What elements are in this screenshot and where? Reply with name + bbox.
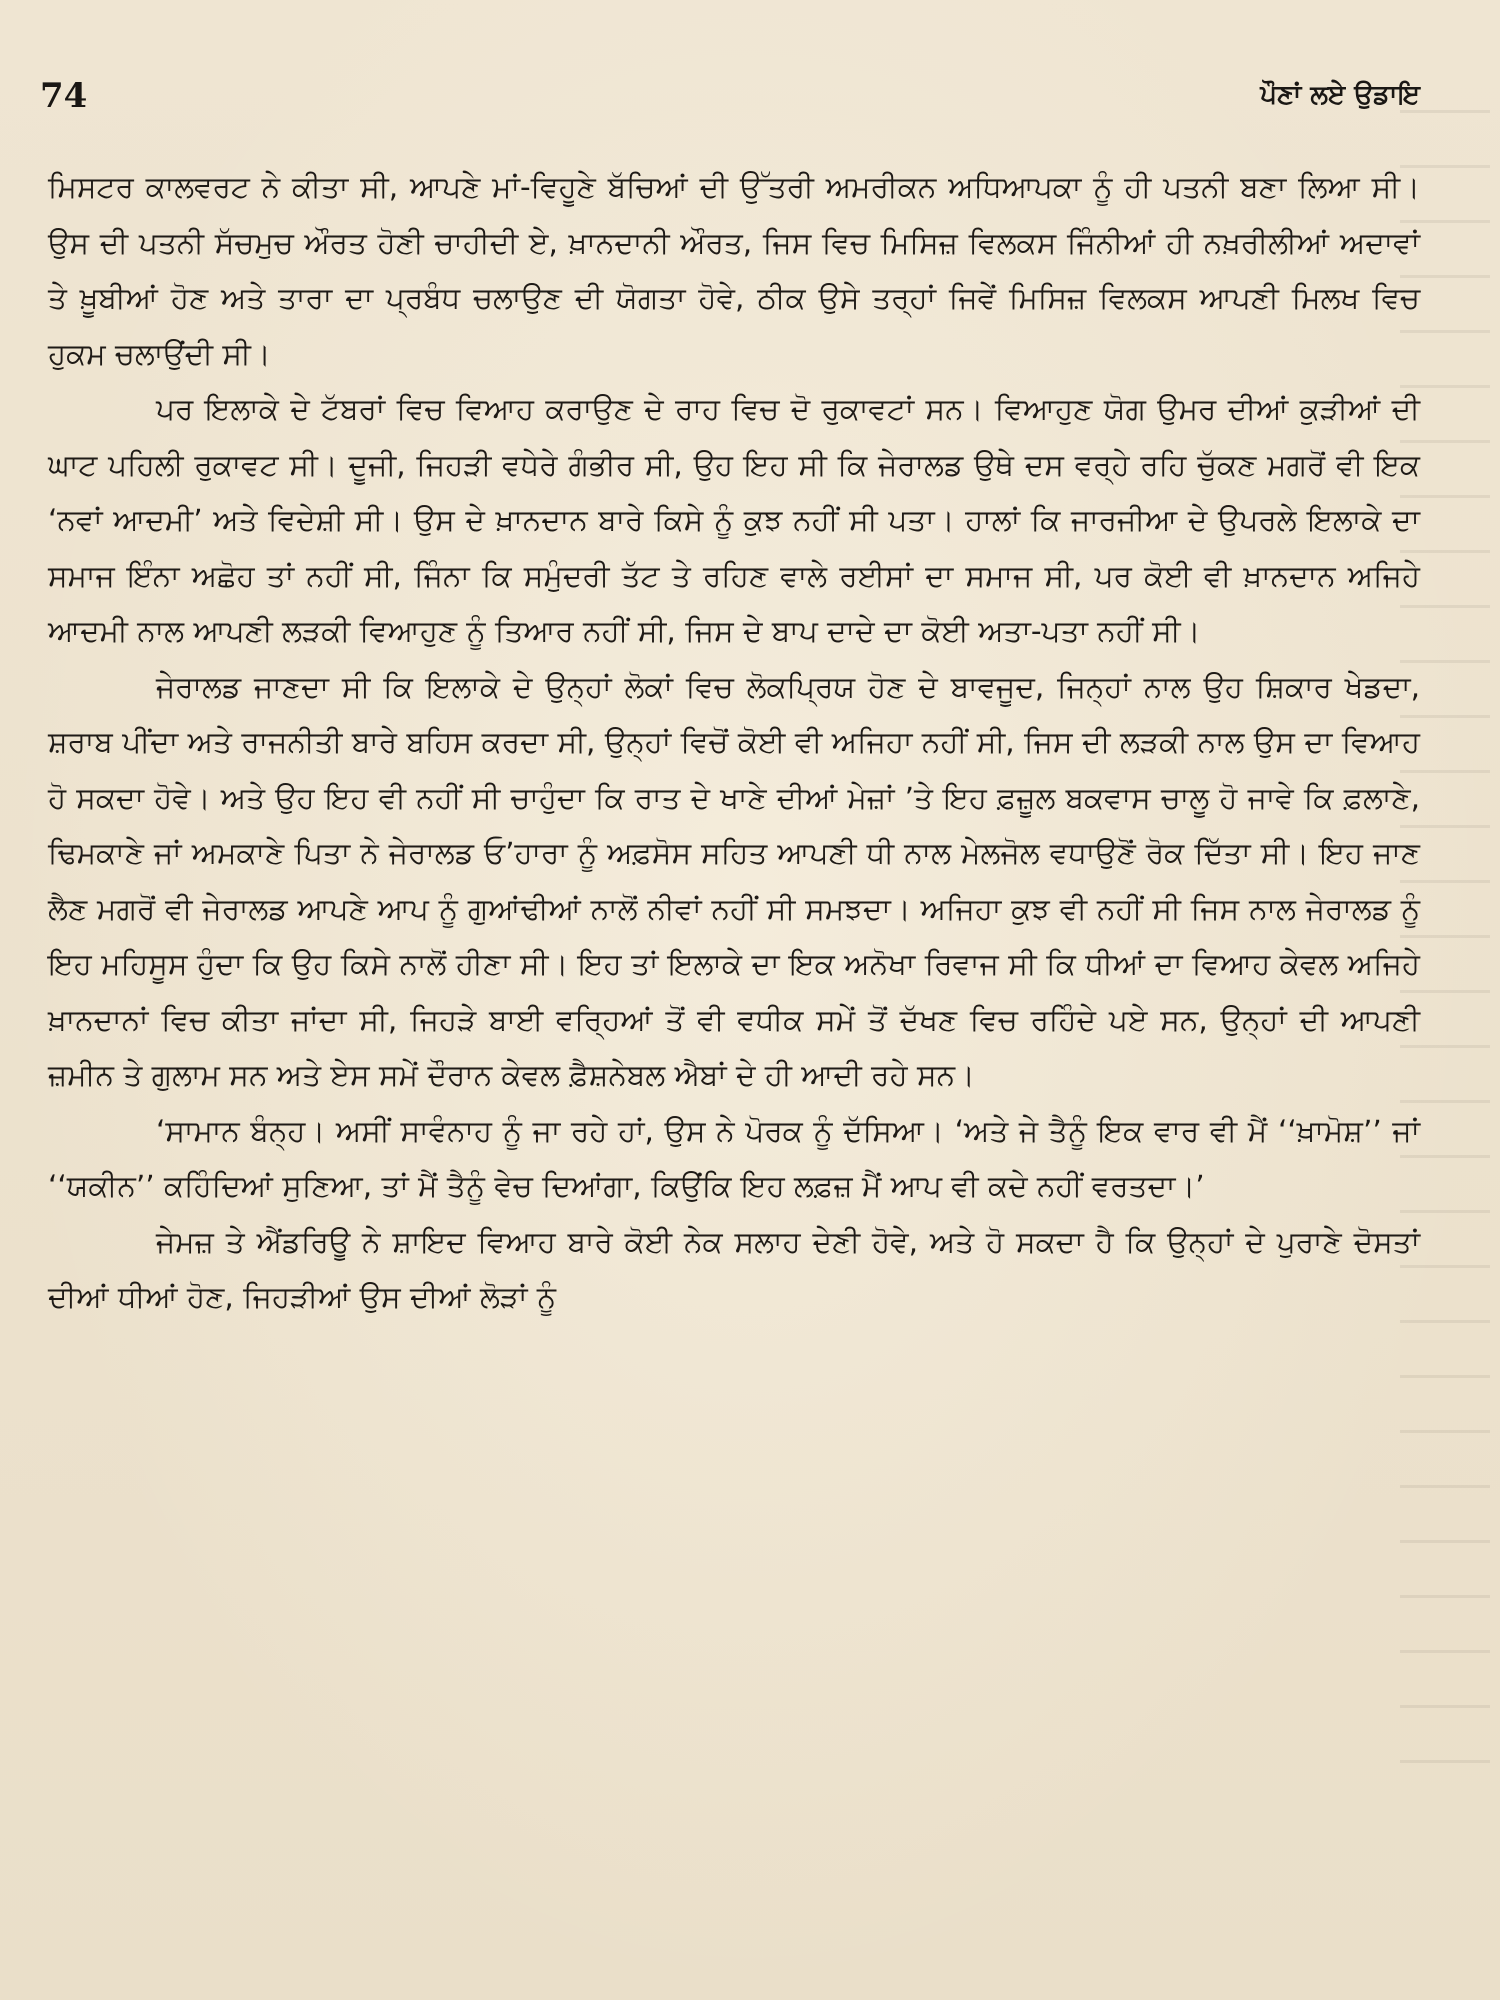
paragraph-4: ‘ਸਾਮਾਨ ਬੰਨ੍ਹ। ਅਸੀਂ ਸਾਵੰਨਾਹ ਨੂੰ ਜਾ ਰਹੇ ਹਾਂ, ਉਸ ਨੇ ਪੋਰਕ ਨੂੰ ਦੱਸਿਆ। ‘ਅਤੇ ਜੇ ਤੈਨੂੰ ਇਕ ਵਾਰ ਵੀ ਮੈਂ ‘‘ਖ਼ਾਮੋਸ਼’’ ਜਾਂ ‘‘ਯਕੀਨ’’ ਕਹਿੰਦਿਆਂ ਸੁਣਿਆ, ਤਾਂ ਮੈਂ ਤੈਨੂੰ ਵੇਚ ਦਿਆਂਗਾ, ਕਿਉਂਕਿ ਇਹ ਲਫ਼ਜ਼ ਮੈਂ ਆਪ ਵੀ ਕਦੇ ਨਹੀਂ ਵਰਤਦਾ।’	[48, 1113, 1420, 1203]
page-header	[40, 76, 1420, 126]
paragraph-1: ਮਿਸਟਰ ਕਾਲਵਰਟ ਨੇ ਕੀਤਾ ਸੀ, ਆਪਣੇ ਮਾਂ-ਵਿਹੂਣੇ ਬੱਚਿਆਂ ਦੀ ਉੱਤਰੀ ਅਮਰੀਕਨ ਅਧਿਆਪਕਾ ਨੂੰ ਹੀ ਪਤਨੀ ਬਣਾ ਲਿਆ ਸੀ। ਉਸ ਦੀ ਪਤਨੀ ਸੱਚਮੁਚ ਔਰਤ ਹੋਣੀ ਚਾਹੀਦੀ ਏ, ਖ਼ਾਨਦਾਨੀ ਔਰਤ, ਜਿਸ ਵਿਚ ਮਿਸਿਜ਼ ਵਿਲਕਸ ਜਿੰਨੀਆਂ ਹੀ ਨਖ਼ਰੀਲੀਆਂ ਅਦਾਵਾਂ ਤੇ ਖ਼ੂਬੀਆਂ ਹੋਣ ਅਤੇ ਤਾਰਾ ਦਾ ਪ੍ਰਬੰਧ ਚਲਾਉਣ ਦੀ ਯੋਗਤਾ ਹੋਵੇ, ਠੀਕ ਉਸੇ ਤਰ੍ਹਾਂ ਜਿਵੇਂ ਮਿਸਿਜ਼ ਵਿਲਕਸ ਆਪਣੀ ਮਿਲਖ ਵਿਚ ਹੁਕਮ ਚਲਾਉਂਦੀ ਸੀ।	[48, 170, 1420, 371]
paragraph-2: ਪਰ ਇਲਾਕੇ ਦੇ ਟੱਬਰਾਂ ਵਿਚ ਵਿਆਹ ਕਰਾਉਣ ਦੇ ਰਾਹ ਵਿਚ ਦੋ ਰੁਕਾਵਟਾਂ ਸਨ। ਵਿਆਹੁਣ ਯੋਗ ਉਮਰ ਦੀਆਂ ਕੁੜੀਆਂ ਦੀ ਘਾਟ ਪਹਿਲੀ ਰੁਕਾਵਟ ਸੀ। ਦੂਜੀ, ਜਿਹੜੀ ਵਧੇਰੇ ਗੰਭੀਰ ਸੀ, ਉਹ ਇਹ ਸੀ ਕਿ ਜੇਰਾਲਡ ਉਥੇ ਦਸ ਵਰ੍ਹੇ ਰਹਿ ਚੁੱਕਣ ਮਗਰੋਂ ਵੀ ਇਕ ‘ਨਵਾਂ ਆਦਮੀ’ ਅਤੇ ਵਿਦੇਸ਼ੀ ਸੀ। ਉਸ ਦੇ ਖ਼ਾਨਦਾਨ ਬਾਰੇ ਕਿਸੇ ਨੂੰ ਕੁਝ ਨਹੀਂ ਸੀ ਪਤਾ। ਹਾਲਾਂ ਕਿ ਜਾਰਜੀਆ ਦੇ ਉਪਰਲੇ ਇਲਾਕੇ ਦਾ ਸਮਾਜ ਇੰਨਾ ਅਛੋਹ ਤਾਂ ਨਹੀਂ ਸੀ, ਜਿੰਨਾ ਕਿ ਸਮੁੰਦਰੀ ਤੱਟ ਤੇ ਰਹਿਣ ਵਾਲੇ ਰਈਸਾਂ ਦਾ ਸਮਾਜ ਸੀ, ਪਰ ਕੋਈ ਵੀ ਖ਼ਾਨਦਾਨ ਅਜਿਹੇ ਆਦਮੀ ਨਾਲ ਆਪਣੀ ਲੜਕੀ ਵਿਆਹੁਣ ਨੂੰ ਤਿਆਰ ਨਹੀਂ ਸੀ, ਜਿਸ ਦੇ ਬਾਪ ਦਾਦੇ ਦਾ ਕੋਈ ਅਤਾ-ਪਤਾ ਨਹੀਂ ਸੀ।	[48, 392, 1420, 648]
body-text	[48, 160, 1420, 1326]
page-number: 74	[40, 76, 88, 116]
running-title: ਪੌਣਾਂ ਲਏ ਉਡਾਇ	[1260, 80, 1420, 110]
paragraph-3: ਜੇਰਾਲਡ ਜਾਣਦਾ ਸੀ ਕਿ ਇਲਾਕੇ ਦੇ ਉਨ੍ਹਾਂ ਲੋਕਾਂ ਵਿਚ ਲੋਕਪ੍ਰਿਯ ਹੋਣ ਦੇ ਬਾਵਜੂਦ, ਜਿਨ੍ਹਾਂ ਨਾਲ ਉਹ ਸ਼ਿਕਾਰ ਖੇਡਦਾ, ਸ਼ਰਾਬ ਪੀਂਦਾ ਅਤੇ ਰਾਜਨੀਤੀ ਬਾਰੇ ਬਹਿਸ ਕਰਦਾ ਸੀ, ਉਨ੍ਹਾਂ ਵਿਚੋਂ ਕੋਈ ਵੀ ਅਜਿਹਾ ਨਹੀਂ ਸੀ, ਜਿਸ ਦੀ ਲੜਕੀ ਨਾਲ ਉਸ ਦਾ ਵਿਆਹ ਹੋ ਸਕਦਾ ਹੋਵੇ। ਅਤੇ ਉਹ ਇਹ ਵੀ ਨਹੀਂ ਸੀ ਚਾਹੁੰਦਾ ਕਿ ਰਾਤ ਦੇ ਖਾਣੇ ਦੀਆਂ ਮੇਜ਼ਾਂ ’ਤੇ ਇਹ ਫ਼ਜ਼ੂਲ ਬਕਵਾਸ ਚਾਲੂ ਹੋ ਜਾਵੇ ਕਿ ਫ਼ਲਾਣੇ, ਢਿਮਕਾਣੇ ਜਾਂ ਅਮਕਾਣੇ ਪਿਤਾ ਨੇ ਜੇਰਾਲਡ ਓ’ਹਾਰਾ ਨੂੰ ਅਫ਼ਸੋਸ ਸਹਿਤ ਆਪਣੀ ਧੀ ਨਾਲ ਮੇਲਜੋਲ ਵਧਾਉਣੋਂ ਰੋਕ ਦਿੱਤਾ ਸੀ। ਇਹ ਜਾਣ ਲੈਣ ਮਗਰੋਂ ਵੀ ਜੇਰਾਲਡ ਆਪਣੇ ਆਪ ਨੂੰ ਗੁਆਂਢੀਆਂ ਨਾਲੋਂ ਨੀਵਾਂ ਨਹੀਂ ਸੀ ਸਮਝਦਾ। ਅਜਿਹਾ ਕੁਝ ਵੀ ਨਹੀਂ ਸੀ ਜਿਸ ਨਾਲ ਜੇਰਾਲਡ ਨੂੰ ਇਹ ਮਹਿਸੂਸ ਹੁੰਦਾ ਕਿ ਉਹ ਕਿਸੇ ਨਾਲੋਂ ਹੀਣਾ ਸੀ। ਇਹ ਤਾਂ ਇਲਾਕੇ ਦਾ ਇਕ ਅਨੋਖਾ ਰਿਵਾਜ ਸੀ ਕਿ ਧੀਆਂ ਦਾ ਵਿਆਹ ਕੇਵਲ ਅਜਿਹੇ ਖ਼ਾਨਦਾਨਾਂ ਵਿਚ ਕੀਤਾ ਜਾਂਦਾ ਸੀ, ਜਿਹੜੇ ਬਾਈ ਵਰ੍ਹਿਆਂ ਤੋਂ ਵੀ ਵਧੀਕ ਸਮੇਂ ਤੋਂ ਦੱਖਣ ਵਿਚ ਰਹਿੰਦੇ ਪਏ ਸਨ, ਉਨ੍ਹਾਂ ਦੀ ਆਪਣੀ ਜ਼ਮੀਨ ਤੇ ਗੁਲਾਮ ਸਨ ਅਤੇ ਏਸ ਸਮੇਂ ਦੌਰਾਨ ਕੇਵਲ ਫ਼ੈਸ਼ਨੇਬਲ ਐਬਾਂ ਦੇ ਹੀ ਆਦੀ ਰਹੇ ਸਨ।	[48, 669, 1420, 1092]
paragraph-5: ਜੇਮਜ਼ ਤੇ ਐਂਡਰਿਊ ਨੇ ਸ਼ਾਇਦ ਵਿਆਹ ਬਾਰੇ ਕੋਈ ਨੇਕ ਸਲਾਹ ਦੇਣੀ ਹੋਵੇ, ਅਤੇ ਹੋ ਸਕਦਾ ਹੈ ਕਿ ਉਨ੍ਹਾਂ ਦੇ ਪੁਰਾਣੇ ਦੋਸਤਾਂ ਦੀਆਂ ਧੀਆਂ ਹੋਣ, ਜਿਹੜੀਆਂ ਉਸ ਦੀਆਂ ਲੋੜਾਂ ਨੂੰ	[48, 1224, 1420, 1314]
